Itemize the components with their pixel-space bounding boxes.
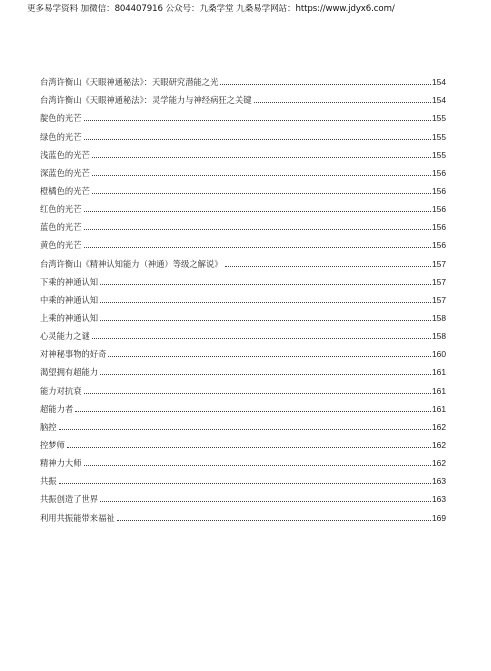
toc-entry-title: 台湾许衡山《天眼神通秘法》：灵学能力与神经病狂之关键 — [40, 95, 252, 106]
toc-entry-title: 浅蓝色的光芒 — [40, 149, 90, 160]
toc-entry[interactable] — [40, 160, 446, 178]
toc-entry-page-number: 162 — [432, 458, 446, 469]
toc-dot-leader — [92, 175, 431, 176]
toc-entry[interactable] — [40, 305, 446, 323]
toc-dot-leader — [100, 320, 431, 321]
toc-entry-page-number: 156 — [432, 240, 446, 251]
toc-entry-page-number: 163 — [432, 494, 446, 505]
toc-entry[interactable] — [40, 105, 446, 123]
toc-entry-title: 中乘的神通认知 — [40, 294, 99, 305]
toc-entry[interactable] — [40, 269, 446, 287]
toc-entry[interactable] — [40, 232, 446, 250]
toc-entry-title: 心灵能力之谜 — [40, 331, 90, 342]
toc-entry-title: 蓝色的光芒 — [40, 222, 82, 233]
toc-entry[interactable] — [40, 468, 446, 486]
toc-dot-leader — [108, 356, 431, 357]
toc-entry-page-number: 156 — [432, 222, 446, 233]
toc-entry[interactable] — [40, 178, 446, 196]
toc-entry-title: 红色的光芒 — [40, 204, 82, 215]
toc-entry-title: 黄色的光芒 — [40, 240, 82, 251]
toc-dot-leader — [100, 284, 431, 285]
toc-entry[interactable] — [40, 504, 446, 522]
toc-entry[interactable] — [40, 250, 446, 268]
toc-entry-title: 对神秘事物的好奇 — [40, 349, 107, 360]
toc-entry-page-number: 161 — [432, 403, 446, 414]
toc-entry-title: 能力对抗衰 — [40, 385, 82, 396]
toc-dot-leader — [117, 520, 431, 521]
toc-entry-page-number: 163 — [432, 476, 446, 487]
toc-entry[interactable] — [40, 323, 446, 341]
toc-entry-page-number: 158 — [432, 331, 446, 342]
toc-dot-leader — [254, 102, 431, 103]
toc-entry-page-number: 169 — [432, 512, 446, 523]
toc-entry-title: 利用共振能带来福祉 — [40, 512, 115, 523]
toc-dot-leader — [100, 374, 431, 375]
toc-entry-page-number: 158 — [432, 312, 446, 323]
toc-entry-page-number: 156 — [432, 185, 446, 196]
toc-dot-leader — [59, 483, 431, 484]
toc-dot-leader — [84, 393, 432, 394]
toc-entry-title: 台湾许衡山《精神认知能力（神通）等级之解说》 — [40, 258, 223, 269]
toc-dot-leader — [100, 501, 431, 502]
toc-entry-page-number: 161 — [432, 367, 446, 378]
toc-entry-title: 上乘的神通认知 — [40, 312, 99, 323]
toc-entry-page-number: 160 — [432, 349, 446, 360]
toc-entry[interactable] — [40, 377, 446, 395]
toc-dot-leader — [84, 465, 432, 466]
toc-entry-page-number: 162 — [432, 421, 446, 432]
toc-dot-leader — [67, 447, 431, 448]
toc-entry-title: 台湾许衡山《天眼神通秘法》：天眼研究潜能之光 — [40, 77, 219, 88]
toc-entry-title: 绿色的光芒 — [40, 131, 82, 142]
toc-entry[interactable] — [40, 432, 446, 450]
page-header: 更多易学资料 加微信：804407916 公众号：九桑学堂 九桑易学网站：https://www.jdyx6.com/ — [27, 4, 395, 14]
toc-entry[interactable] — [40, 87, 446, 105]
toc-entry-title: 精神力大师 — [40, 458, 82, 469]
toc-entry[interactable] — [40, 123, 446, 141]
toc-entry-page-number: 156 — [432, 204, 446, 215]
toc-entry-title: 橙橘色的光芒 — [40, 185, 90, 196]
toc-entry-title: 共振创造了世界 — [40, 494, 99, 505]
toc-entry-page-number: 156 — [432, 167, 446, 178]
toc-dot-leader — [225, 266, 431, 267]
toc-dot-leader — [92, 157, 431, 158]
toc-entry-title: 下乘的神通认知 — [40, 276, 99, 287]
toc-entry-page-number: 157 — [432, 294, 446, 305]
toc-entry-title: 控梦师 — [40, 439, 65, 450]
toc-entry[interactable] — [40, 287, 446, 305]
toc-entry[interactable] — [40, 214, 446, 232]
toc-entry-page-number: 155 — [432, 131, 446, 142]
toc-entry[interactable] — [40, 450, 446, 468]
toc-entry-page-number: 162 — [432, 439, 446, 450]
toc-entry[interactable] — [40, 69, 446, 87]
toc-dot-leader — [75, 411, 431, 412]
toc-entry-page-number: 161 — [432, 385, 446, 396]
toc-dot-leader — [84, 211, 432, 212]
toc-entry-page-number: 157 — [432, 258, 446, 269]
toc-entry-page-number: 154 — [432, 95, 446, 106]
toc-entry[interactable] — [40, 196, 446, 214]
toc-dot-leader — [100, 302, 431, 303]
toc-entry[interactable] — [40, 396, 446, 414]
toc-entry-page-number: 154 — [432, 77, 446, 88]
toc-entry-title: 超能力者 — [40, 403, 74, 414]
toc-entry[interactable] — [40, 341, 446, 359]
toc-entry-title: 靛色的光芒 — [40, 113, 82, 124]
toc-dot-leader — [92, 193, 431, 194]
toc-entry[interactable] — [40, 359, 446, 377]
toc-dot-leader — [84, 120, 432, 121]
toc-entry[interactable] — [40, 142, 446, 160]
toc-entry-title: 共振 — [40, 476, 57, 487]
toc-dot-leader — [84, 229, 432, 230]
toc-entry-title: 深蓝色的光芒 — [40, 167, 90, 178]
toc-entry-page-number: 155 — [432, 149, 446, 160]
toc-entry-title: 脑控 — [40, 421, 57, 432]
toc-dot-leader — [220, 84, 431, 85]
toc-entry[interactable] — [40, 486, 446, 504]
table-of-contents — [40, 69, 446, 523]
toc-entry-page-number: 157 — [432, 276, 446, 287]
toc-entry[interactable] — [40, 414, 446, 432]
toc-dot-leader — [84, 139, 432, 140]
toc-entry-page-number: 155 — [432, 113, 446, 124]
toc-entry-title: 渴望拥有超能力 — [40, 367, 99, 378]
toc-dot-leader — [59, 429, 431, 430]
toc-dot-leader — [84, 247, 432, 248]
toc-dot-leader — [92, 338, 431, 339]
